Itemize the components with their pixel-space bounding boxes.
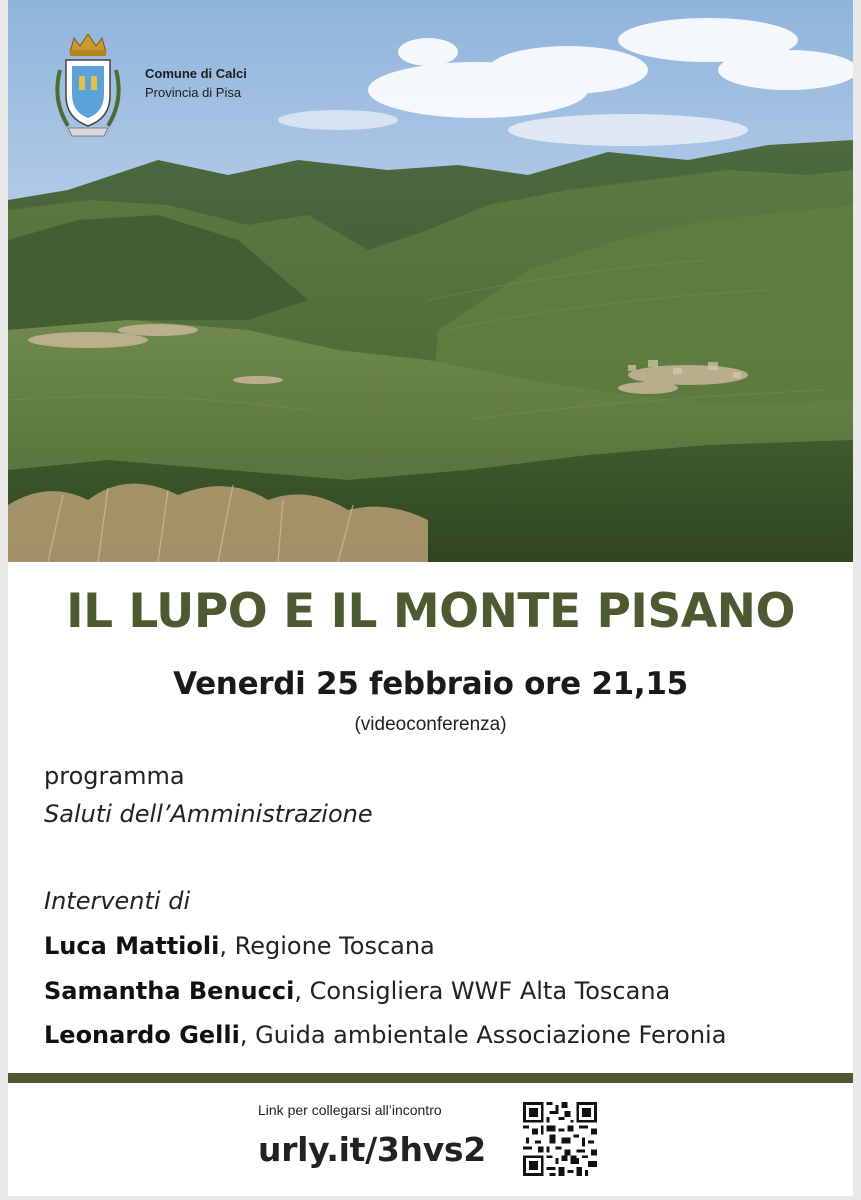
speaker-3 xyxy=(44,1021,726,1049)
speaker-2 xyxy=(44,977,670,1005)
mountain-landscape-photo xyxy=(8,0,853,562)
link-label: Link per collegarsi all’incontro xyxy=(258,1102,442,1118)
meeting-url[interactable]: urly.it/3hvs2 xyxy=(258,1130,486,1169)
event-date: Venerdi 25 febbraio ore 21,15 xyxy=(173,666,688,702)
speaker-1 xyxy=(44,932,435,960)
municipality-header xyxy=(145,64,247,102)
divider-bar xyxy=(8,1073,853,1083)
comune-name: Comune di Calci xyxy=(145,66,247,81)
speaker-name: Luca Mattioli xyxy=(44,932,220,960)
speaker-role: , Guida ambientale Associazione Feronia xyxy=(239,1021,727,1049)
qr-code-icon[interactable] xyxy=(523,1102,597,1176)
speaker-name: Samantha Benucci xyxy=(44,977,295,1005)
coat-of-arms-logo xyxy=(46,30,130,142)
event-mode: (videoconferenza) xyxy=(354,714,507,735)
speaker-role: , Regione Toscana xyxy=(219,932,435,960)
provincia-name: Provincia di Pisa xyxy=(145,85,242,100)
speakers-label: Interventi di xyxy=(44,887,191,915)
event-poster xyxy=(8,0,853,1196)
program-greetings: Saluti dell’Amministrazione xyxy=(44,800,373,828)
speaker-role: , Consigliera WWF Alta Toscana xyxy=(294,977,671,1005)
program-label: programma xyxy=(44,762,185,790)
event-title: IL LUPO E IL MONTE PISANO xyxy=(66,584,795,639)
speaker-name: Leonardo Gelli xyxy=(44,1021,240,1049)
